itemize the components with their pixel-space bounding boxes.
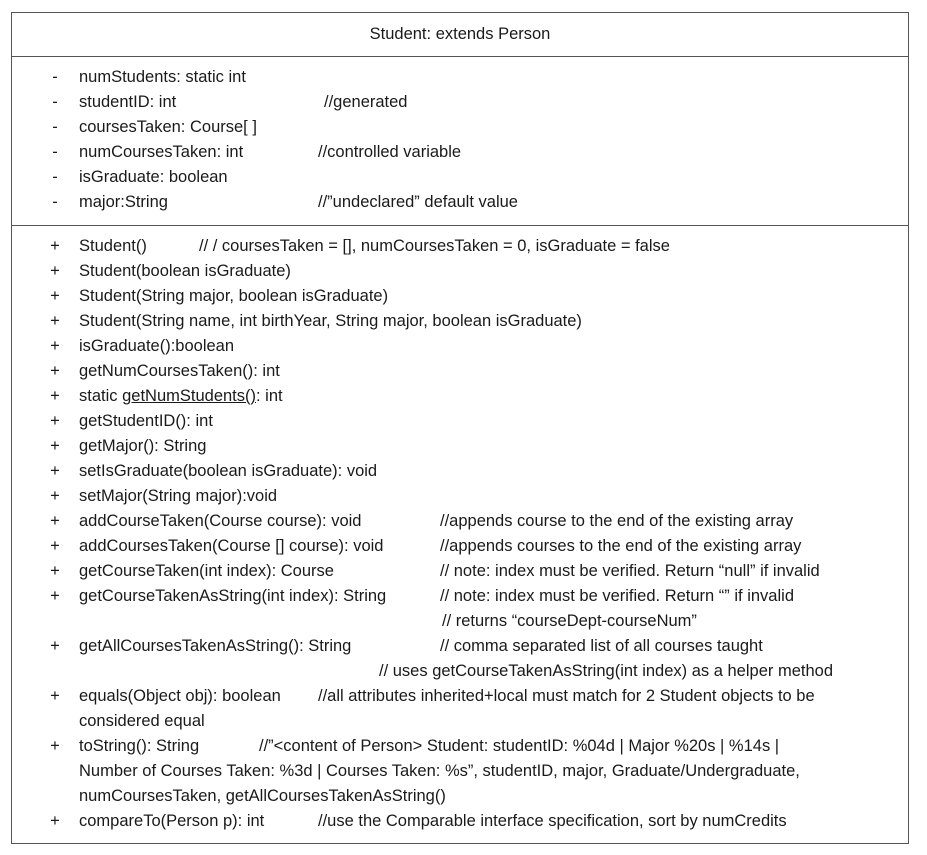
method-signature: getStudentID(): int bbox=[79, 412, 213, 430]
visibility-marker: + bbox=[50, 362, 60, 380]
method-row bbox=[12, 284, 908, 309]
method-row bbox=[12, 684, 908, 709]
return-type: : int bbox=[256, 387, 283, 405]
method-comment: // comma separated list of all courses taught bbox=[440, 637, 763, 655]
method-row bbox=[12, 734, 908, 759]
attribute-row bbox=[12, 115, 908, 140]
method-row bbox=[12, 534, 908, 559]
method-signature: Student(String name, int birthYear, String major, boolean isGraduate) bbox=[79, 312, 582, 330]
attribute-signature: studentID: int bbox=[79, 93, 177, 111]
visibility-marker: + bbox=[50, 262, 60, 280]
method-signature: getCourseTakenAsString(int index): String bbox=[79, 587, 387, 605]
class-name: Student: extends Person bbox=[369, 25, 551, 43]
attribute-signature: coursesTaken: Course[ ] bbox=[79, 118, 257, 136]
method-signature: addCoursesTaken(Course [] course): void bbox=[79, 537, 384, 555]
method-signature: Student(String major, boolean isGraduate) bbox=[79, 287, 389, 305]
attribute-row bbox=[12, 65, 908, 90]
method-signature: getAllCoursesTakenAsString(): String bbox=[79, 637, 352, 655]
visibility-marker: + bbox=[50, 487, 60, 505]
visibility-marker: + bbox=[50, 237, 60, 255]
method-signature: Student(boolean isGraduate) bbox=[79, 262, 291, 280]
attribute-signature: numStudents: static int bbox=[79, 68, 246, 86]
visibility-marker: + bbox=[50, 687, 60, 705]
uml-class-box bbox=[11, 12, 909, 844]
visibility-marker: + bbox=[50, 387, 60, 405]
method-row bbox=[12, 484, 908, 509]
visibility-marker: + bbox=[50, 737, 60, 755]
attributes-section bbox=[12, 57, 908, 226]
method-row bbox=[12, 259, 908, 284]
attribute-row bbox=[12, 90, 908, 115]
method-comment-continuation: numCoursesTaken, getAllCoursesTakenAsString() bbox=[79, 787, 446, 805]
visibility-marker: + bbox=[50, 412, 60, 430]
visibility-marker: + bbox=[50, 537, 60, 555]
method-signature: getMajor(): String bbox=[79, 437, 207, 455]
method-signature: Student() bbox=[79, 237, 147, 255]
method-row bbox=[12, 234, 908, 259]
visibility-marker: + bbox=[50, 587, 60, 605]
method-row bbox=[12, 409, 908, 434]
method-row bbox=[12, 384, 908, 409]
visibility-marker: + bbox=[50, 812, 60, 830]
visibility-marker: + bbox=[50, 437, 60, 455]
method-comment: //appends courses to the end of the existing array bbox=[440, 537, 802, 555]
visibility-marker: + bbox=[50, 312, 60, 330]
method-comment: // / coursesTaken = [], numCoursesTaken = 0, isGraduate = false bbox=[199, 237, 670, 255]
attribute-row bbox=[12, 165, 908, 190]
method-row bbox=[12, 434, 908, 459]
method-signature: setMajor(String major):void bbox=[79, 487, 278, 505]
method-signature: compareTo(Person p): int bbox=[79, 812, 265, 830]
attribute-signature: isGraduate: boolean bbox=[79, 168, 228, 186]
visibility-marker: + bbox=[50, 287, 60, 305]
methods-section bbox=[12, 226, 908, 843]
method-row bbox=[12, 584, 908, 609]
method-continuation-row bbox=[12, 709, 908, 734]
attribute-comment: //controlled variable bbox=[318, 143, 462, 161]
attribute-row bbox=[12, 140, 908, 165]
method-continuation-row bbox=[12, 784, 908, 809]
method-signature: getNumCoursesTaken(): int bbox=[79, 362, 280, 380]
visibility-marker: - bbox=[52, 118, 58, 136]
method-comment: //appends course to the end of the existing array bbox=[440, 512, 794, 530]
method-comment-continuation: considered equal bbox=[79, 712, 205, 730]
method-comment: // returns “courseDept-courseNum” bbox=[442, 612, 697, 630]
method-row bbox=[12, 309, 908, 334]
method-comment: // uses getCourseTakenAsString(int index) as a helper method bbox=[379, 662, 833, 680]
method-row bbox=[12, 334, 908, 359]
static-keyword: static bbox=[79, 387, 123, 405]
method-row bbox=[12, 359, 908, 384]
attribute-comment: //generated bbox=[324, 93, 408, 111]
attribute-signature: numCoursesTaken: int bbox=[79, 143, 244, 161]
visibility-marker: + bbox=[50, 462, 60, 480]
visibility-marker: + bbox=[50, 637, 60, 655]
method-comment: //use the Comparable interface specification, sort by numCredits bbox=[318, 812, 787, 830]
method-comment-continuation: Number of Courses Taken: %3d | Courses Taken: %s”, studentID, major, Graduate/Undergraduate, bbox=[79, 762, 800, 780]
method-signature: toString(): String bbox=[79, 737, 200, 755]
method-comment: //all attributes inherited+local must match for 2 Student objects to be bbox=[318, 687, 815, 705]
method-signature: equals(Object obj): boolean bbox=[79, 687, 281, 705]
visibility-marker: + bbox=[50, 512, 60, 530]
method-comment: //”<content of Person> Student: studentID: %04d | Major %20s | %14s | bbox=[259, 737, 780, 755]
static-method-name: getNumStudents() bbox=[122, 387, 257, 405]
visibility-marker: + bbox=[50, 562, 60, 580]
method-comment: // note: index must be verified. Return “” if invalid bbox=[440, 587, 794, 605]
method-signature: setIsGraduate(boolean isGraduate): void bbox=[79, 462, 378, 480]
visibility-marker: - bbox=[52, 168, 58, 186]
method-signature: addCourseTaken(Course course): void bbox=[79, 512, 362, 530]
method-row bbox=[12, 509, 908, 534]
class-name-header bbox=[12, 13, 908, 57]
method-continuation-row bbox=[12, 759, 908, 784]
method-comment: // note: index must be verified. Return “null” if invalid bbox=[440, 562, 820, 580]
visibility-marker: - bbox=[52, 193, 58, 211]
method-comment-row bbox=[12, 609, 908, 634]
attribute-signature: major:String bbox=[79, 193, 168, 211]
method-row bbox=[12, 634, 908, 659]
method-row bbox=[12, 459, 908, 484]
method-row bbox=[12, 809, 908, 834]
method-signature: getCourseTaken(int index): Course bbox=[79, 562, 334, 580]
attribute-comment: //”undeclared” default value bbox=[318, 193, 518, 211]
method-row bbox=[12, 559, 908, 584]
method-signature bbox=[79, 384, 283, 409]
visibility-marker: + bbox=[50, 337, 60, 355]
method-comment-row bbox=[12, 659, 908, 684]
attribute-row bbox=[12, 190, 908, 215]
method-signature: isGraduate():boolean bbox=[79, 337, 235, 355]
visibility-marker: - bbox=[52, 68, 58, 86]
visibility-marker: - bbox=[52, 143, 58, 161]
visibility-marker: - bbox=[52, 93, 58, 111]
